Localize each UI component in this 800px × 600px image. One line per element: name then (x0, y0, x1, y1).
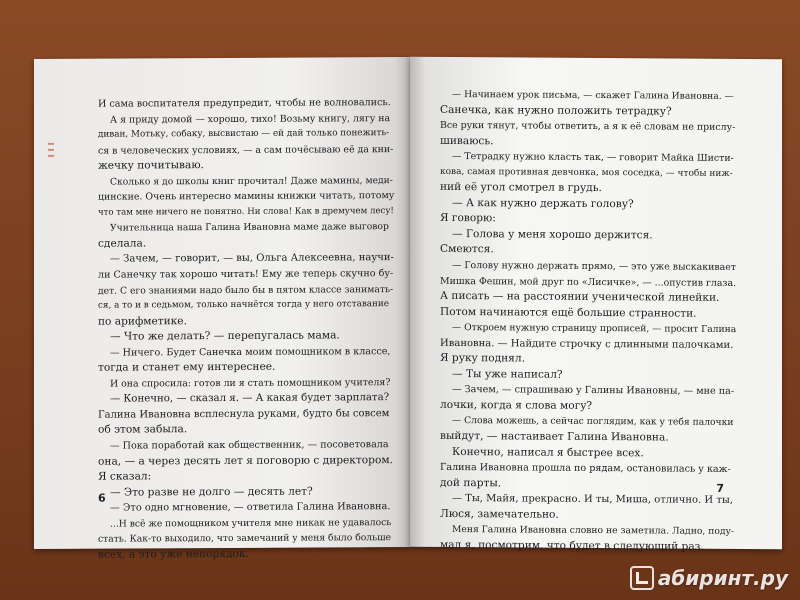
text-line: Я сказал: (98, 470, 152, 483)
text-line: дой парты. (440, 476, 502, 490)
text-line: — Это разве не долго — десять лет? (110, 485, 313, 499)
text-line: ний её угол смотрел в грудь. (440, 181, 602, 195)
text-line: мал я, посмотрим, что будет в следующий раз. (440, 538, 704, 553)
text-line: выйдут, — настаивает Галина Ивановна. (440, 429, 669, 444)
text-line: — Ты уже написал? (452, 367, 563, 381)
text-line: — Это одно мгновение, — ответила Галина Ивановна. (110, 501, 391, 514)
text-line: шиваюсь. (440, 134, 494, 147)
text-line: Мишка Фешин, мой друг по «Лисичке», — ...опустив глаза. (440, 275, 737, 289)
text-line: ли Санечку так хорошо читать! Ему же теперь скучно бу- (98, 268, 394, 281)
text-line: — Начинаем урок письма, — скажет Галина Ивановна. — (452, 88, 734, 102)
text-line: Ивановна. — Найдите строчку с длинными палочками. (440, 337, 734, 351)
left-page (34, 57, 410, 561)
text-line: жечку почитываю. (98, 159, 204, 172)
text-line: И она спросила: готов ли я стать помощником учителя? (110, 376, 391, 390)
text-line: сделала. (98, 237, 147, 250)
text-line: лочки, когда я слова могу? (440, 398, 593, 412)
text-line: — Конечно, — сказал я. — А какая будет зарплата? (110, 392, 390, 405)
text-line: по арифметике. (98, 314, 187, 328)
right-page-text (440, 87, 736, 555)
watermark-text: абиринт.ру (657, 566, 788, 590)
text-line: Сколько я до школы книг прочитал! Даже мамины, меди- (110, 174, 393, 188)
open-book (34, 58, 784, 561)
text-line: — Ты, Майя, прекрасно. И ты, Миша, отлично. И ты, (452, 493, 734, 507)
text-line: — Зачем, — спрашиваю у Галины Ивановны, — мне па- (452, 384, 735, 398)
text-line: об этом забыла. (98, 423, 188, 437)
text-line: — Тетрадку нужно класть так, — говорит Майка Шисти- (452, 151, 734, 165)
text-line: тогда и станет ему интереснее. (98, 361, 276, 374)
text-line: кова, самая противная девчонка, моя соседка, — чтобы ниж- (440, 166, 733, 179)
text-line: Потом начинаются ещё большие странности. (440, 305, 697, 320)
text-line: Галина Ивановна прошла по рядам, остановилась у каж- (440, 462, 731, 476)
text-line: — Голову нужно держать прямо, — это уже выскакивает (452, 260, 736, 273)
text-line: — Голова у меня хорошо держится. (452, 227, 653, 242)
left-page-text (98, 95, 394, 563)
watermark (630, 566, 788, 590)
text-line: диван, Мотьку, собаку, высвистаю — ей дай только понежить- (98, 128, 390, 140)
text-line: — Пока поработай как общественник, — посоветовала (110, 439, 389, 452)
text-line: Смеются. (440, 243, 494, 256)
text-line: ...Н всё же помощником учителя мне никак не удавалось (110, 516, 392, 530)
text-line: А я приду домой — хорошо, тихо! Возьму книгу, лягу на (110, 112, 391, 126)
text-line: А писать — на расстоянии ученической линейки. (440, 290, 720, 304)
text-line: всех, а это уже непорядок. (98, 547, 249, 561)
page-number-left: 6 (98, 491, 106, 505)
text-line: — Зачем, — говорит, — вы, Ольга Алексеевна, научи- (110, 252, 394, 266)
text-line: — Ничего. Будет Санечка моим помощником в классе, (110, 345, 391, 359)
text-line: Я говорю: (440, 212, 496, 225)
text-line: И сама воспитателя предупредит, чтобы не волновались. (98, 97, 391, 110)
text-line: Люся, замечательно. (440, 507, 559, 521)
text-line: Все руки тянут, чтобы ответить, а я к её словам не прислу- (440, 120, 736, 134)
text-line: — Откроем нужную страницу прописей, — просит Галина (452, 322, 737, 336)
text-line: Учительница наша Галина Ивановна маме даже выговор (110, 221, 389, 234)
text-line: стать. Как-то выходило, что замечаний у меня было больше (98, 532, 392, 545)
text-line: ся в человеческих условиях, — а сам почёсываю её да кни- (98, 143, 394, 157)
page-edge-marks (48, 139, 56, 165)
text-line: дет. С его знаниями надо было бы в пятом классе занимать- (98, 283, 394, 297)
labirint-logo-icon (630, 566, 654, 590)
text-line: Конечно, написал я быстрее всех. (452, 445, 644, 459)
page-number-right: 7 (716, 481, 724, 495)
text-line: Санечка, как нужно положить тетрадку? (440, 103, 672, 118)
text-line: что там мне ничего не понятно. Ни слова! Как в дремучем лесу! (98, 205, 394, 218)
text-line: — Слова можешь, а сейчас поглядим, как у тебя палочки (452, 415, 734, 429)
text-line: цинские. Очень интересно мамины книжки читать, потому (98, 190, 395, 203)
right-page (410, 57, 782, 553)
text-line: ся, а то и в седьмом, только начнётся тогда у него отставание (98, 299, 389, 311)
text-line: она, — а через десять лет я поговорю с директором. (98, 453, 393, 468)
text-line: Я руку поднял. (440, 352, 525, 365)
text-line: Меня Галина Ивановна словно не заметила. Ладно, поду- (452, 524, 735, 538)
text-line: — Что же делать? — перепугалась мама. (110, 329, 340, 343)
text-line: Галина Ивановна всплеснула руками, будто бы совсем (98, 408, 390, 421)
text-line: — А как нужно держать голову? (452, 196, 634, 211)
